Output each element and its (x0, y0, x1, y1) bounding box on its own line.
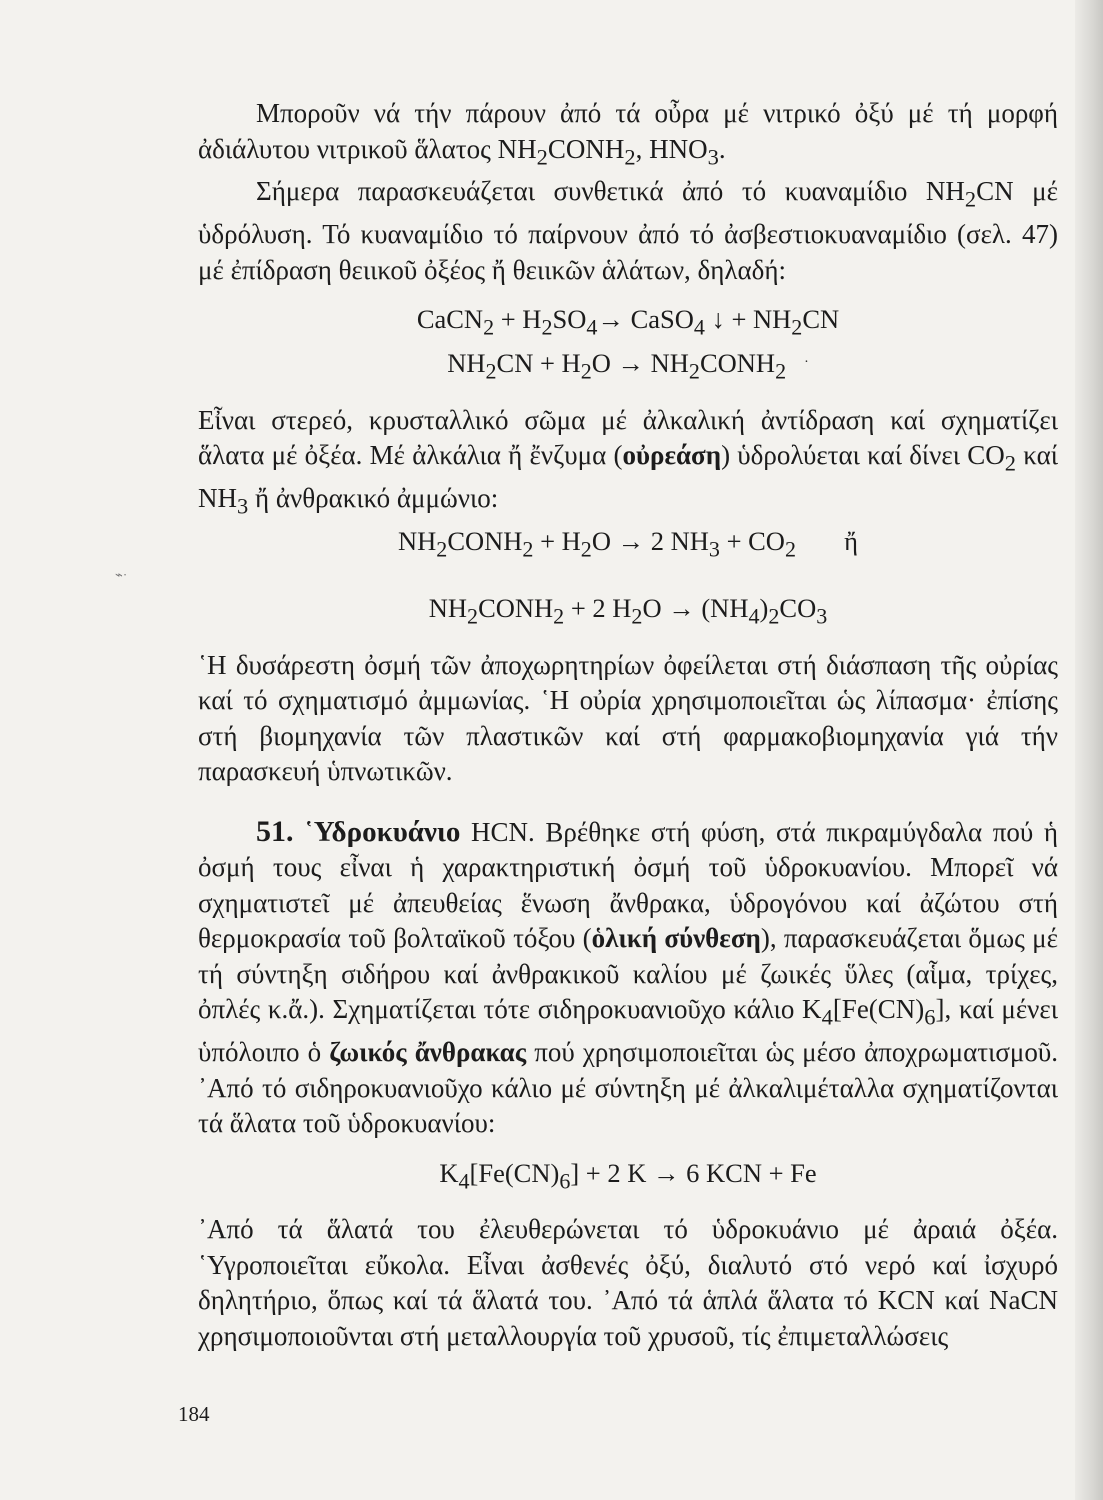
page-edge-shadow (1075, 0, 1103, 1500)
equation-cyanamide-formation: CaCN$_2$ + $H_2SO_4\to$ CaSO$_4$ ↓ + $NH_2CN$ (416, 304, 840, 340)
equation-cyanamide-hydrolysis: $NH_2CN + H_2O$ → $NH_2CONH_2$ · (447, 348, 809, 384)
equation-urea-hydrolysis: $NH_2CONH_2 + H_2O \to 2$ $NH_3 + CO_2$ ἤ (397, 526, 858, 562)
document-body (198, 96, 1058, 1354)
term-total-synthesis: ὁλική σύνθεση (591, 923, 761, 954)
equation-potassium-cyanide: $K_4[Fe(CN)_6] + 2$ K → 6 KCN + Fe (439, 1157, 817, 1193)
section-number: 51. (256, 814, 294, 848)
paragraph-urea-from-urine: Μποροῦν νά τήν πάρουν ἀπό τά οὖρα μέ νιτρικό ὀξύ μέ τή μορφή ἀδιάλυτου νιτρικοῦ ἅλατος $NH_2CONH_2$, $HNO_3$. (198, 98, 1058, 169)
section-51-hydrocyanic-acid: 51. ῾Υδροκυάνιο HCN. Βρέθηκε στή φύση, στά πικραμύγδαλα πού ἡ ὀσμή τους εἶναι ἡ χαρακτηριστική ὀσμή τοῦ ὑδροκυανίου. Μπορεῖ νά σχηματιστεῖ μέ ἀπευθείας ἕνωση ἄνθρακα, ὑδρογόνου καί ἀζώτου στή θερμοκρασία τοῦ βολταϊκοῦ τόξου (ὁλική σύνθεση), παρασκευάζεται ὅμως μέ τή σύντηξη σιδήρου καί ἀνθρακικοῦ καλίου μέ ζωικές ὕλες (αἷμα, τρίχες, ὀπλές κ.ἄ.). Σχηματίζεται τότε σιδηροκυανιοῦχο κάλιο $K_4[Fe(CN)_6]$, καί μένει ὑπόλοιπο ὁ ζωικός ἄνθρακας πού χρησιμοποιεῖται ὡς μέσο ἀποχρωματισμοῦ. ᾿Από τό σιδηροκυανιοῦχο κάλιο μέ σύντηξη μέ ἀλκαλιμέταλλα σχηματίζονται τά ἅλατα τοῦ ὑδροκυανίου: (198, 814, 1058, 1139)
paragraph-urea-properties: Εἶναι στερεό, κρυσταλλικό σῶμα μέ ἀλκαλική ἀντίδραση καί σχηματίζει ἅλατα μέ ὀξέα. Μέ ἀλκάλια ἤ ἔνζυμα (οὐρεάση) ὑδρολύεται καί δίνει $CO_2$ καί $NH_3$ ἤ ἀνθρακικό ἀμμώνιο: (198, 404, 1058, 519)
paragraph-synthetic-preparation: Σήμερα παρασκευάζεται συνθετικά ἀπό τό κυαναμίδιο $NH_2CN$ μέ ὑδρόλυση. Τό κυαναμίδιο τό παίρνουν ἀπό τό ἀσβεστιοκυαναμίδιο (σελ. 47) μέ ἐπίδραση θειικοῦ ὀξέος ἤ θειικῶν ἁλάτων, δηλαδή: (198, 176, 1058, 285)
section-title: ῾Υδροκυάνιο (304, 815, 461, 848)
paragraph-urea-uses: ῾Η δυσάρεστη ὀσμή τῶν ἀποχωρητηρίων ὀφείλεται στή διάσπαση τῆς οὐρίας καί τό σχηματισμό ἀμμωνίας. ῾Η οὐρία χρησιμοποιεῖται ὡς λίπασμα· ἐπίσης στή βιομηχανία τῶν πλαστικῶν καί στή φαρμακοβιομηχανία γιά τήν παρασκευή ὑπνωτικῶν. (198, 649, 1058, 787)
equation-ammonium-carbonate: $NH_2CONH_2 + 2$ $H_2O \to (NH_4)_2CO_3$ (428, 592, 828, 629)
page-number: 184 (178, 1402, 210, 1426)
term-animal-charcoal: ζωικός ἄνθρακας (329, 1037, 527, 1068)
paragraph-hcn-properties: ᾿Από τά ἅλατά του ἐλευθερώνεται τό ὑδροκυάνιο μέ ἀραιά ὀξέα. ῾Υγροποιεῖται εὔκολα. Εἶναι ἀσθενές ὀξύ, διαλυτό στό νερό καί ἰσχυρό δηλητήριο, ὅπως καί τά ἅλατά του. ᾿Από τά ἁπλά ἅλατα τό KCN καί NaCN χρησιμοποιοῦνται στή μεταλλουργία τοῦ χρυσοῦ, τίς ἐπιμεταλλώσεις (198, 1214, 1058, 1351)
stray-ink-mark: ⌁· (115, 567, 128, 582)
term-urease: οὐρεάση (622, 440, 722, 471)
